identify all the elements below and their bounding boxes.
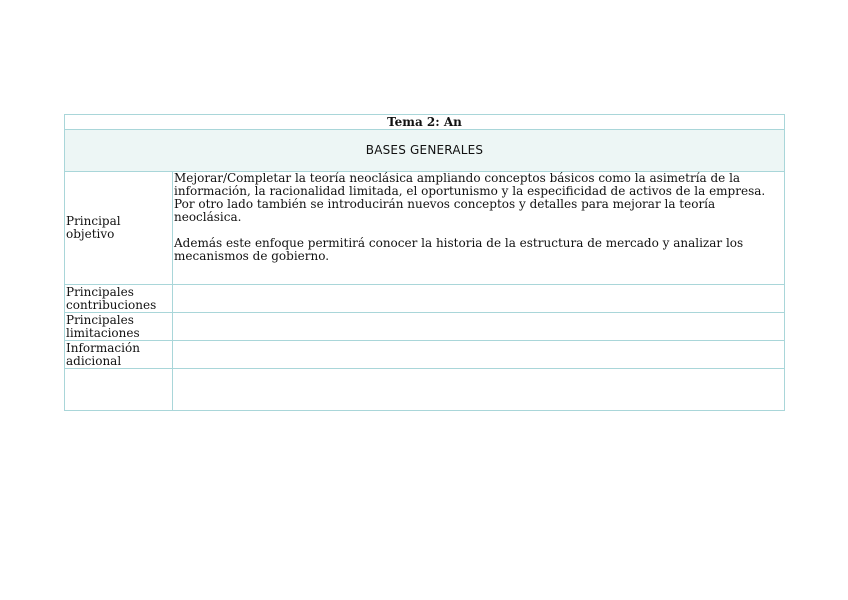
content-paragraph: Mejorar/Completar la teoría neoclásica ampliando conceptos básicos como la asimetría de la información, la racionalidad limitada, el oportunismo y la especificidad de activos de la empresa. Por otro lado también se introducirán nuevos conceptos y detalles para mejorar la teoría neoclásica. (174, 171, 766, 224)
row-content-empty (173, 369, 785, 411)
row-label-contribuciones: Principales contribuciones (65, 285, 173, 313)
content-paragraph: Además este enfoque permitirá conocer la historia de la estructura de mercado y analizar los mecanismos de gobierno. (174, 236, 744, 263)
summary-table (64, 114, 785, 411)
table-row (65, 369, 785, 411)
row-label-informacion-adicional: Información adicional (65, 341, 173, 369)
table-row (65, 313, 785, 341)
row-content-limitaciones (173, 313, 785, 341)
section-header: BASES GENERALES (65, 130, 785, 172)
row-content-contribuciones (173, 285, 785, 313)
table-row (65, 341, 785, 369)
row-label-limitaciones: Principales limitaciones (65, 313, 173, 341)
row-label-empty (65, 369, 173, 411)
row-content-principal-objetivo (173, 172, 785, 285)
title-row (65, 115, 785, 130)
row-label-principal-objetivo: Principal objetivo (65, 172, 173, 285)
section-header-row (65, 130, 785, 172)
table-title: Tema 2: An (65, 115, 785, 130)
table-row (65, 285, 785, 313)
table-row (65, 172, 785, 285)
row-content-informacion-adicional (173, 341, 785, 369)
